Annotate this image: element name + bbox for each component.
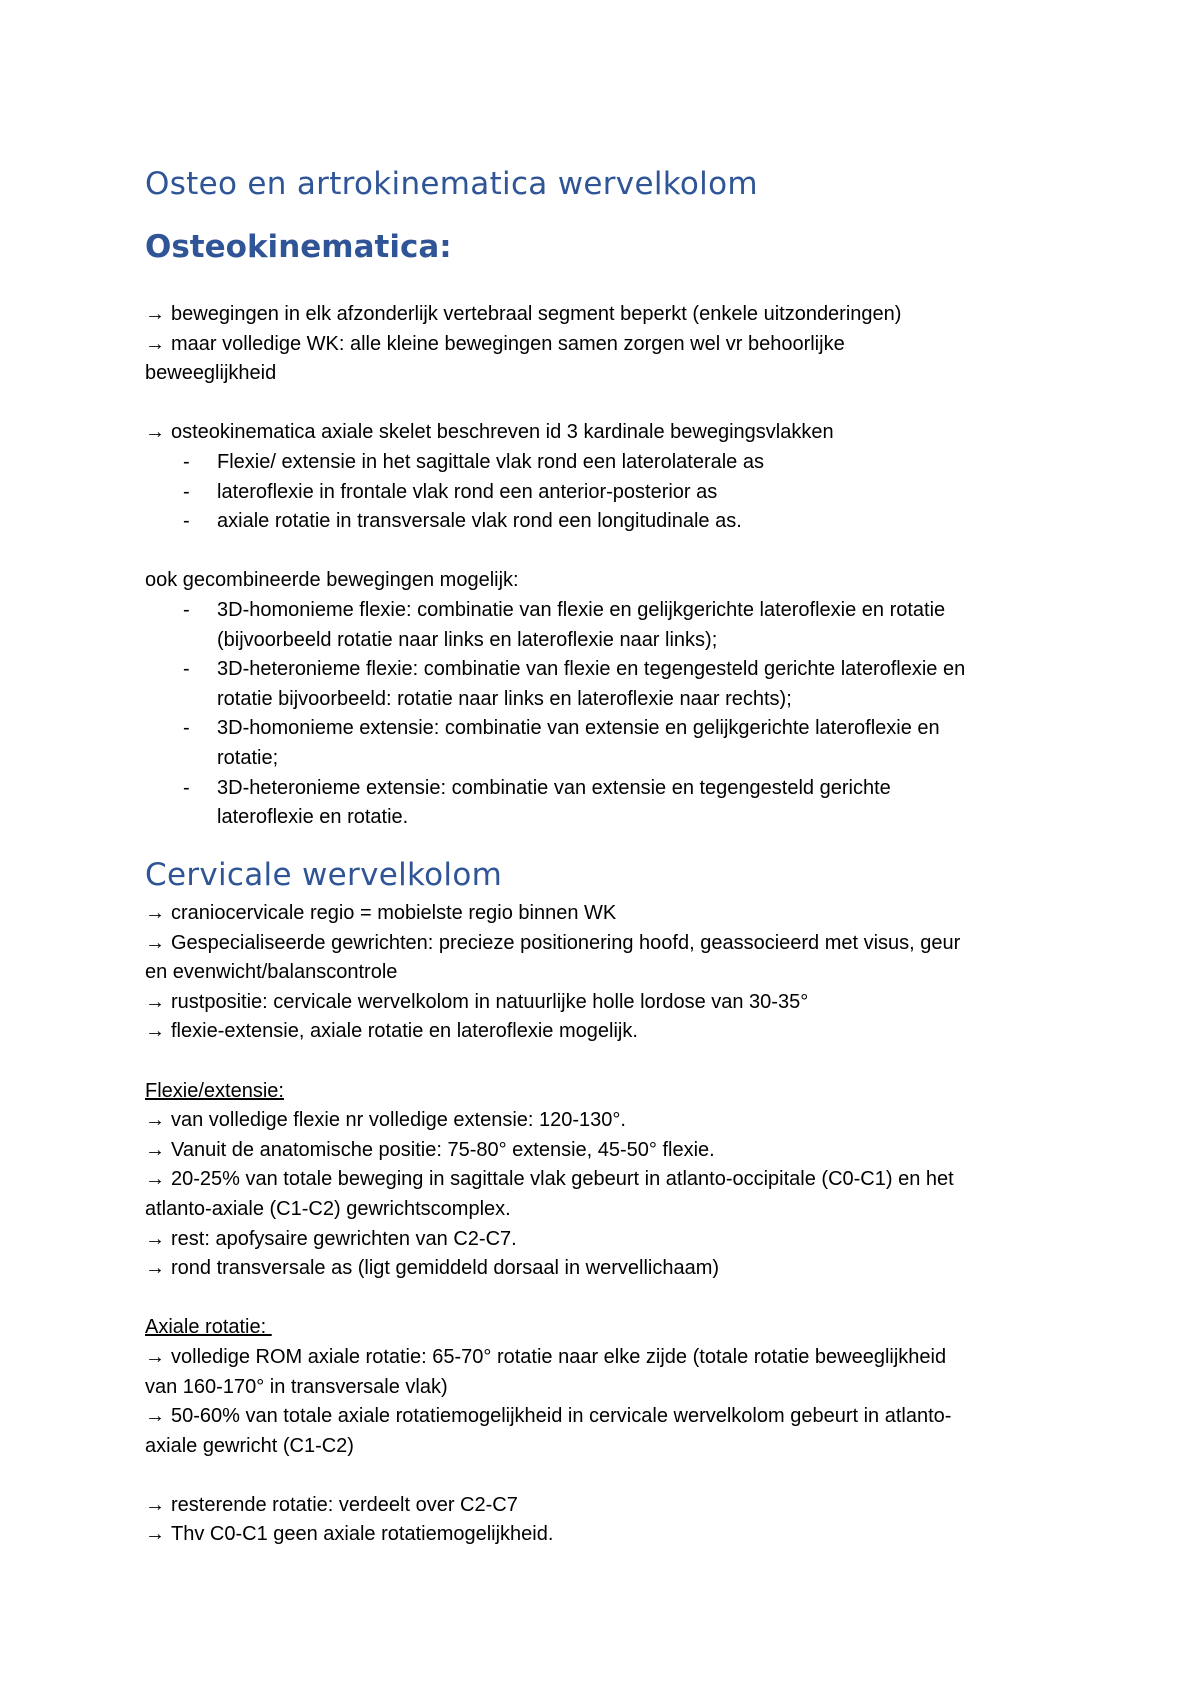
arrow-icon: →	[145, 1493, 165, 1516]
arrow-icon: →	[145, 1227, 165, 1250]
arrow-line: → resterende rotatie: verdeelt over C2-C7	[145, 1491, 1085, 1521]
dash-bullet: -	[183, 480, 190, 503]
subheading-flexie: Flexie/extensie:	[145, 1079, 284, 1102]
text-line: beweeglijkheid	[145, 362, 277, 385]
arrow-icon: →	[145, 303, 165, 325]
arrow-line: → craniocervicale regio = mobielste regio binnen WK	[145, 899, 1085, 929]
arrow-line: → van volledige flexie nr volledige extensie: 120-130°.	[145, 1106, 1085, 1136]
list-item: - lateroflexie in frontale vlak rond een anterior-posterior as	[145, 478, 1085, 508]
arrow-icon: →	[145, 990, 165, 1013]
arrow-icon: →	[145, 1257, 165, 1280]
arrow-icon: →	[145, 931, 165, 954]
arrow-line: → rustpositie: cervicale wervelkolom in natuurlijke holle lordose van 30-35°	[145, 988, 1085, 1018]
subheading-axiale-rotatie: Axiale rotatie:	[145, 1316, 272, 1339]
dash-bullet: -	[183, 510, 190, 533]
document-title: Osteo en artrokinematica wervelkolom	[145, 166, 758, 202]
arrow-line: → 50-60% van totale axiale rotatiemogelijkheid in cervicale wervelkolom gebeurt in atlanto-	[145, 1402, 1085, 1432]
arrow-line: → Gespecialiseerde gewrichten: precieze positionering hoofd, geassocieerd met visus, geur	[145, 929, 1085, 959]
arrow-icon: →	[145, 332, 165, 355]
arrow-icon: →	[145, 1523, 165, 1546]
arrow-line: → Thv C0-C1 geen axiale rotatiemogelijkheid.	[145, 1520, 1085, 1550]
arrow-icon: →	[145, 1138, 165, 1161]
arrow-icon: →	[145, 1020, 165, 1043]
arrow-line: → bewegingen in elk afzonderlijk vertebraal segment beperkt (enkele uitzonderingen)	[145, 300, 1085, 330]
arrow-icon: →	[145, 1109, 165, 1132]
arrow-line: → Vanuit de anatomische positie: 75-80° extensie, 45-50° flexie.	[145, 1136, 1085, 1166]
text-line: van 160-170° in transversale vlak)	[145, 1375, 448, 1398]
list-item: - 3D-homonieme extensie: combinatie van extensie en gelijkgerichte lateroflexie en rotatie;	[145, 714, 1085, 773]
text-line: en evenwicht/balanscontrole	[145, 961, 398, 984]
text-line: atlanto-axiale (C1-C2) gewrichtscomplex.	[145, 1197, 511, 1220]
dash-bullet: -	[183, 776, 190, 799]
arrow-line: → maar volledige WK: alle kleine bewegingen samen zorgen wel vr behoorlijke	[145, 330, 1085, 360]
arrow-icon: →	[145, 1345, 165, 1368]
text-line: axiale gewricht (C1-C2)	[145, 1434, 354, 1457]
list-item: - Flexie/ extensie in het sagittale vlak rond een laterolaterale as	[145, 448, 1085, 478]
arrow-line: → volledige ROM axiale rotatie: 65-70° rotatie naar elke zijde (totale rotatie beweeglijkheid	[145, 1343, 1085, 1373]
list-item: - axiale rotatie in transversale vlak rond een longitudinale as.	[145, 507, 1085, 537]
dash-bullet: -	[183, 717, 190, 740]
arrow-icon: →	[145, 421, 165, 444]
dash-bullet: -	[183, 450, 190, 473]
list-item: - 3D-heteronieme flexie: combinatie van flexie en tegengesteld gerichte lateroflexie en rotatie bijvoorbeeld: rotatie naar links en lateroflexie naar rechts);	[145, 655, 1085, 714]
heading-osteokinematica: Osteokinematica:	[145, 229, 452, 265]
arrow-line: → 20-25% van totale beweging in sagittale vlak gebeurt in atlanto-occipitale (C0-C1) en het	[145, 1165, 1085, 1195]
heading-cervicale: Cervicale wervelkolom	[145, 857, 503, 893]
arrow-icon: →	[145, 902, 165, 924]
text-line: ook gecombineerde bewegingen mogelijk:	[145, 569, 519, 592]
arrow-line: → osteokinematica axiale skelet beschreven id 3 kardinale bewegingsvlakken	[145, 418, 1085, 448]
cervical-section	[145, 899, 1085, 1550]
dash-bullet: -	[183, 598, 190, 621]
arrow-icon: →	[145, 1168, 165, 1191]
arrow-line: → rond transversale as (ligt gemiddeld dorsaal in wervellichaam)	[145, 1254, 1085, 1284]
list-item: - 3D-heteronieme extensie: combinatie van extensie en tegengesteld gerichte lateroflexie en rotatie.	[145, 774, 1085, 833]
arrow-line: → rest: apofysaire gewrichten van C2-C7.	[145, 1225, 1085, 1255]
osteo-section	[145, 300, 1085, 833]
arrow-line: → flexie-extensie, axiale rotatie en lateroflexie mogelijk.	[145, 1017, 1085, 1047]
arrow-icon: →	[145, 1405, 165, 1428]
list-item: - 3D-homonieme flexie: combinatie van flexie en gelijkgerichte lateroflexie en rotatie (bijvoorbeeld rotatie naar links en lateroflexie naar links);	[145, 596, 1085, 655]
dash-bullet: -	[183, 658, 190, 681]
